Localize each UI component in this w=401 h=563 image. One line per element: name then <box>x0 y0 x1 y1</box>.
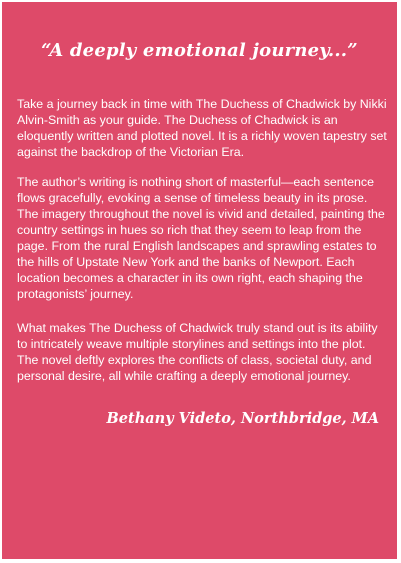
review-paragraph-writing: The author’s writing is nothing short of masterful—each sentence flows gracefully, evoking a sense of timeless beauty in its prose. The imagery throughout the novel is vivid and detailed, painting the country settings in hues so rich that they seem to leap from the page. From the rural English landscapes and sprawling estates to the hills of Upstate New York and the banks of Newport. Each location becomes a character in its own right, each shaping the protagonists’ journey. <box>17 175 385 301</box>
review-headline: “A deeply emotional journey...” <box>41 40 358 61</box>
review-card <box>2 2 397 559</box>
review-paragraph-conclusion: What makes The Duchess of Chadwick truly stand out is its ability to intricately weave multiple storylines and settings into the plot. The novel deftly explores the conflicts of class, societal duty, and personal desire, all while crafting a deeply emotional journey. <box>17 321 378 383</box>
review-paragraph-intro: Take a journey back in time with The Duchess of Chadwick by Nikki Alvin-Smith as your guide. The Duchess of Chadwick is an eloquently written and plotted novel. It is a richly woven tapestry set against the backdrop of the Victorian Era. <box>17 97 387 159</box>
reviewer-signature: Bethany Videto, Northbridge, MA <box>106 410 379 427</box>
